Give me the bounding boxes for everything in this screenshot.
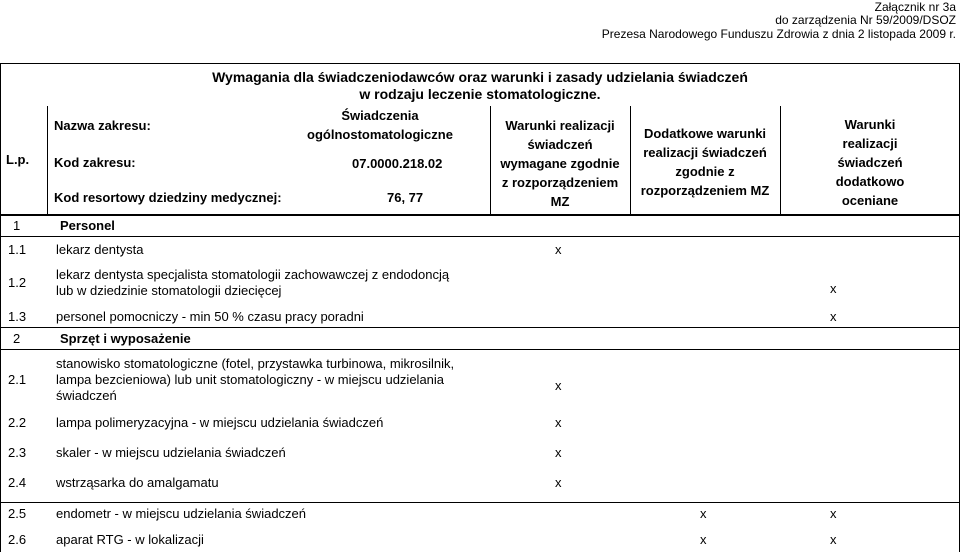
row-description: świadczeń: [56, 388, 117, 403]
row-number: 2.5: [8, 505, 27, 521]
attachment-line-1: Załącznik nr 3a: [874, 0, 956, 14]
dept-code-value: 76, 77: [387, 190, 424, 205]
column-header-line: Dodatkowe warunki: [643, 126, 767, 141]
row-description: skaler - w miejscu udzielania świadczeń: [56, 445, 286, 460]
row-number: 1.2: [8, 274, 27, 290]
check-mark: x: [555, 241, 562, 257]
check-mark: x: [555, 378, 562, 393]
row-number: 2.2: [8, 415, 27, 430]
row-number: 2.4: [8, 475, 27, 490]
row-description: aparat RTG - w lokalizacji: [56, 531, 204, 547]
row-number: 2.6: [8, 531, 27, 547]
scope-name-value-2: ogólnostomatologiczne: [307, 127, 453, 142]
column-header-line: oceniane: [841, 193, 899, 208]
check-mark: x: [830, 505, 837, 521]
row-description: wstrząsarka do amalgamatu: [56, 475, 219, 490]
check-mark: x: [830, 308, 837, 324]
row-description: endometr - w miejscu udzielania świadczeń: [56, 505, 307, 521]
check-mark: x: [555, 445, 562, 460]
column-header-line: z rozporządzeniem: [501, 175, 619, 190]
row-number: 2.1: [8, 372, 27, 387]
scope-name-label: Nazwa zakresu:: [54, 118, 151, 133]
row-number: 1.1: [8, 241, 27, 257]
column-header-line: świadczeń: [527, 137, 593, 152]
row-description: lekarz dentysta specjalista stomatologii zachowawczej z endodoncją: [56, 266, 450, 282]
column-header-line: świadczeń: [837, 155, 903, 170]
check-mark: x: [700, 531, 707, 547]
check-mark: x: [830, 531, 837, 547]
scope-code-label: Kod zakresu:: [54, 155, 136, 170]
column-header-line: wymagane zgodnie: [500, 156, 620, 171]
row-description: lampa bezcieniowa) lub unit stomatologiczny - w miejscu udzielania: [56, 372, 445, 387]
check-mark: x: [555, 475, 562, 490]
scope-name-value-1: Świadczenia: [341, 108, 419, 123]
column-header-line: rozporządzeniem MZ: [640, 183, 770, 198]
row-number: 1.3: [8, 308, 27, 324]
check-mark: x: [830, 280, 837, 296]
section-title: Sprzęt i wyposażenie: [60, 331, 191, 346]
column-header-line: realizacji świadczeń: [643, 145, 767, 160]
check-mark: x: [700, 505, 707, 521]
row-description: lampa polimeryzacyjna - w miejscu udzielania świadczeń: [56, 415, 384, 430]
row-description: stanowisko stomatologiczne (fotel, przystawka turbinowa, mikrosilnik,: [56, 356, 455, 371]
column-header-line: realizacji: [842, 136, 898, 151]
section-number: 1: [13, 218, 21, 233]
attachment-line-3: Prezesa Narodowego Funduszu Zdrowia z dnia 2 listopada 2009 r.: [601, 27, 956, 41]
title-line-1: Wymagania dla świadczeniodawców oraz warunki i zasady udzielania świadczeń: [212, 69, 748, 85]
column-header-line: zgodnie z: [675, 164, 735, 179]
row-number: 2.3: [8, 445, 27, 460]
section-number: 2: [13, 331, 21, 346]
row-description: lub w dziedzinie stomatologii dziecięcej: [56, 282, 282, 298]
column-header-line: MZ: [550, 194, 570, 209]
attachment-line-2: do zarządzenia Nr 59/2009/DSOZ: [775, 13, 956, 27]
row-description: lekarz dentysta: [56, 241, 144, 257]
column-header-line: Warunki realizacji: [505, 118, 615, 133]
column-header-line: dodatkowo: [835, 174, 905, 189]
section-title: Personel: [60, 218, 115, 233]
scope-code-value: 07.0000.218.02: [352, 156, 443, 171]
check-mark: x: [555, 415, 562, 430]
lp-header: L.p.: [6, 152, 30, 167]
dept-code-label: Kod resortowy dziedziny medycznej:: [54, 190, 282, 205]
title-line-2: w rodzaju leczenie stomatologiczne.: [359, 86, 601, 102]
row-description: personel pomocniczy - min 50 % czasu pracy poradni: [56, 308, 364, 324]
column-header-line: Warunki: [844, 117, 896, 132]
